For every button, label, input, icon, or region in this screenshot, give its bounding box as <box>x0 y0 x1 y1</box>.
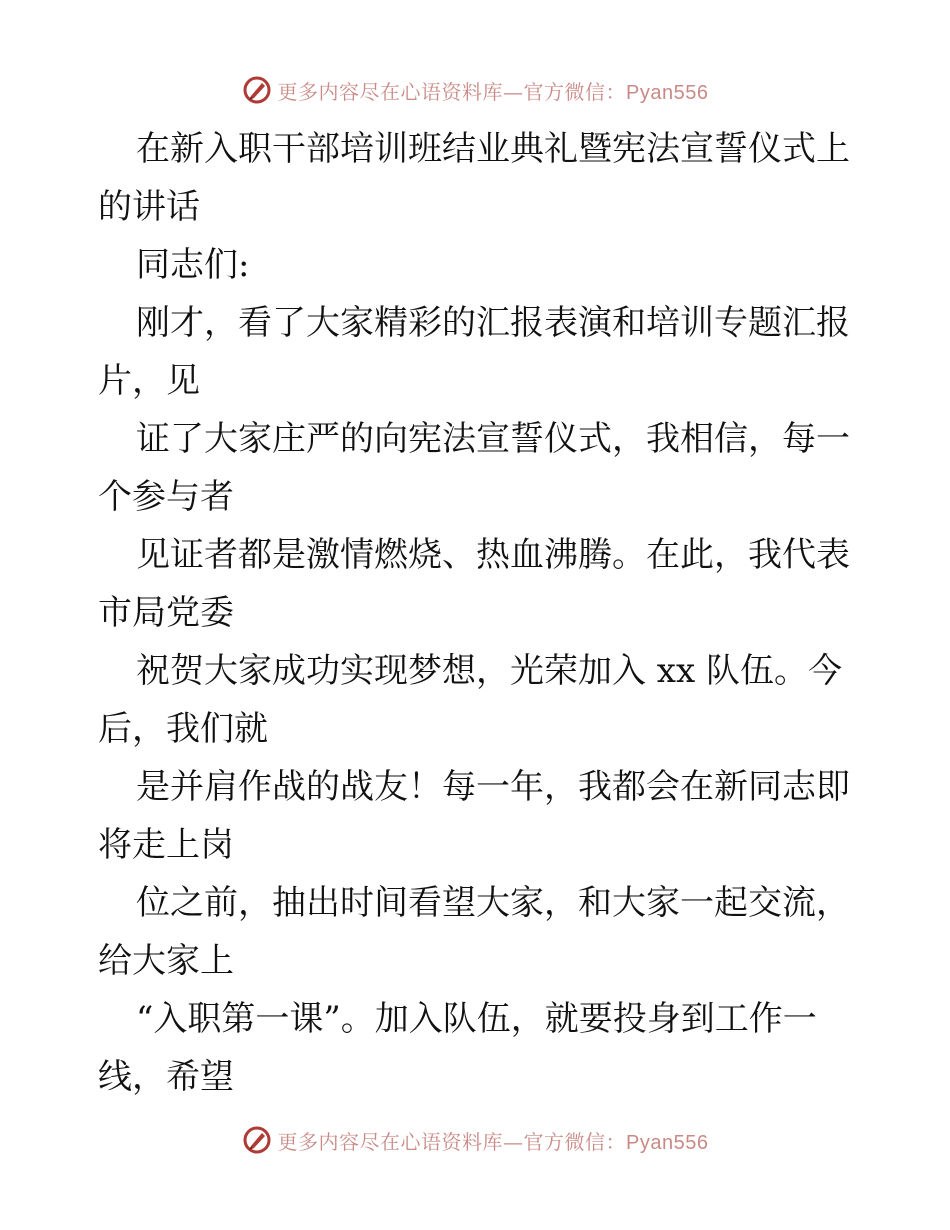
footer-watermark <box>0 1120 950 1160</box>
paragraph-line: 将走上岗 <box>98 825 234 865</box>
salutation: 同志们: <box>136 245 250 285</box>
paragraph-line: 给大家上 <box>98 941 234 981</box>
watermark-text: 更多内容尽在心语资料库—官方微信：Pyan556 <box>277 1129 709 1154</box>
paragraph-line: “入职第一课”。加入队伍，就要投身到工作一 <box>136 999 817 1039</box>
paragraph-line: 见证者都是激情燃烧、热血沸腾。在此，我代表 <box>136 535 850 575</box>
paragraph-line: 刚才，看了大家精彩的汇报表演和培训专题汇报 <box>136 303 850 343</box>
paragraph-line: 祝贺大家成功实现梦想，光荣加入 xx 队伍。今 <box>136 651 842 691</box>
paragraph-line: 是并肩作战的战友！每一年，我都会在新同志即 <box>136 767 850 807</box>
paragraph-line: 线，希望 <box>98 1057 234 1097</box>
paragraph-line: 位之前，抽出时间看望大家，和大家一起交流， <box>136 883 850 923</box>
paragraph-line: 个参与者 <box>98 477 234 517</box>
paragraph-line: 后，我们就 <box>98 709 268 749</box>
watermark-text: 更多内容尽在心语资料库—官方微信：Pyan556 <box>277 79 709 104</box>
title-line-2: 的讲话 <box>98 187 200 227</box>
pen-circle-logo-icon <box>242 1125 272 1155</box>
paragraph-line: 片，见 <box>98 361 200 401</box>
title-line-1: 在新入职干部培训班结业典礼暨宪法宣誓仪式上 <box>136 129 850 169</box>
pen-circle-logo-icon <box>242 75 272 105</box>
paragraph-line: 市局党委 <box>98 593 234 633</box>
header-watermark <box>0 70 950 110</box>
document-body <box>98 120 852 1106</box>
paragraph-line: 证了大家庄严的向宪法宣誓仪式，我相信，每一 <box>136 419 850 459</box>
